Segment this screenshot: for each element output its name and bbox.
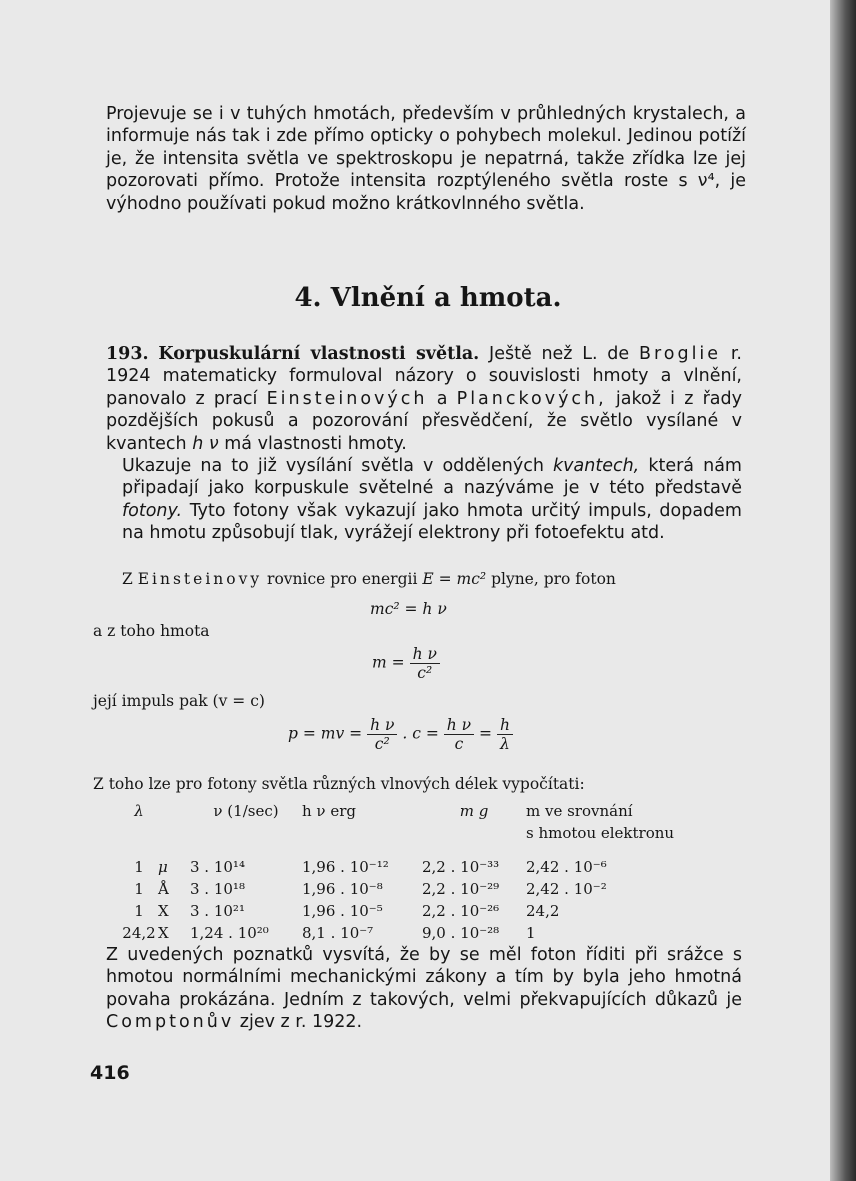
- cell-m-compare: 2,42 . 10⁻²: [526, 880, 607, 898]
- text: která nám připadají jako korpuskule světelné a nazýváme je v této představě: [122, 456, 742, 499]
- table-row: [120, 856, 674, 878]
- intro-paragraph: Projevuje se i v tuhých hmotách, především v průhledných krystalech, a informuje nás tak i zde přímo opticky o pohybech molekul. Jedinou potíží je, že intensita světla ve spektroskopu je nepatrná, takže zřídka lze jej pozorovati přímo. Protože intensita rozptýleného světla roste s ν⁴, je výhodno používati pokud možno krátkovlnného světla.: [106, 104, 746, 214]
- eq-part: =: [479, 724, 493, 743]
- header-m: m g: [459, 802, 489, 820]
- photon-table: [120, 800, 674, 944]
- section-number: 193.: [106, 344, 149, 364]
- text: plyne, pro foton: [491, 570, 616, 588]
- text: Ukazuje na to již vysílání světla v oddělených: [122, 456, 544, 477]
- conclusion-paragraph: [106, 944, 742, 1034]
- denominator: c²: [417, 664, 433, 682]
- text: Ještě než L. de: [489, 344, 630, 364]
- eq-part: . c =: [402, 724, 439, 743]
- text: a: [436, 388, 448, 409]
- equation-mc2-hv: mc² = h ν: [370, 600, 447, 618]
- table-row: [120, 900, 674, 922]
- page-edge-shadow: [830, 0, 856, 1181]
- section-paragraph-2: [106, 455, 742, 545]
- cell-lambda-unit: X: [158, 902, 169, 920]
- cell-m: 2,2 . 10⁻²⁹: [422, 880, 500, 898]
- formula-intro-line: Z Einsteinovy rovnice pro energii E = mc² plyne, pro foton: [122, 570, 616, 588]
- cell-nu: 1,24 . 10²⁰: [190, 924, 269, 942]
- header-hv: h ν erg: [302, 802, 356, 820]
- name-einstein: Einsteinovy: [137, 570, 263, 588]
- cell-hv: 1,96 . 10⁻¹²: [302, 858, 389, 876]
- cell-m-compare: 1: [526, 924, 536, 942]
- name-broglie: Broglie: [638, 344, 722, 364]
- section-paragraph-1: [106, 343, 742, 455]
- cell-lambda-unit: Å: [158, 880, 169, 898]
- name-planck: Planckových,: [456, 388, 607, 409]
- page-number: 416: [90, 1062, 130, 1084]
- text: r. 1924 matematicky formuloval názory o souvislosti hmoty a vlnění, panovalo z prací: [106, 344, 742, 409]
- denominator: c²: [374, 735, 390, 753]
- formula-text-impuls: [93, 692, 265, 710]
- header-electron: s hmotou elektronu: [526, 824, 675, 842]
- equation-momentum: [288, 716, 513, 753]
- cell-lambda-value: 24,2: [122, 924, 156, 942]
- text: zjev z r. 1922.: [239, 1012, 363, 1033]
- text: její impuls pak (v = c): [93, 692, 265, 710]
- text: má vlastnosti hmoty.: [224, 433, 407, 454]
- table-header-row-2: [120, 822, 674, 844]
- cell-m: 2,2 . 10⁻³³: [422, 858, 500, 876]
- denominator: λ: [500, 735, 510, 753]
- cell-m-compare: 2,42 . 10⁻⁶: [526, 858, 607, 876]
- equation-energy: E = mc²: [422, 570, 487, 588]
- section-heading: Korpuskulární vlastnosti světla.: [158, 344, 480, 364]
- eq-lhs: m =: [372, 653, 405, 672]
- cell-lambda-unit: μ: [158, 858, 168, 876]
- chapter-title: 4. Vlnění a hmota.: [294, 283, 562, 313]
- table-header-row: [120, 800, 674, 822]
- cell-hv: 8,1 . 10⁻⁷: [302, 924, 374, 942]
- cell-m: 9,0 . 10⁻²⁸: [422, 924, 500, 942]
- cell-m-compare: 24,2: [526, 902, 560, 920]
- section-193: [106, 343, 742, 545]
- cell-m: 2,2 . 10⁻²⁶: [422, 902, 500, 920]
- header-m-compare: m ve srovnání: [526, 802, 633, 820]
- fraction-hv-c2: [367, 716, 397, 753]
- text: Z uvedených poznatků vysvítá, že by se měl foton říditi při srážce s hmotou normálními mechanickými zákony a tím by byla jeho hmotná povaha prokázána. Jedním z takových, velmi překvapujících důkazů je: [106, 945, 742, 1010]
- cell-nu: 3 . 10²¹: [190, 902, 245, 920]
- name-compton: Comptonův: [106, 1012, 235, 1033]
- fraction-hv-c: [444, 716, 474, 753]
- text: rovnice pro energii: [267, 570, 418, 588]
- numerator: h ν: [444, 716, 474, 735]
- header-nu: ν (1/sec): [213, 802, 279, 820]
- term-fotony: fotony.: [122, 500, 183, 521]
- cell-lambda-unit: X: [158, 924, 169, 942]
- denominator: c: [454, 735, 464, 753]
- name-einstein: Einsteinových: [266, 388, 428, 409]
- formula-text-hmota: a z toho hmota: [93, 622, 210, 640]
- cell-lambda-value: 1: [134, 880, 144, 898]
- math-hv: h ν: [192, 433, 219, 454]
- cell-lambda-value: 1: [134, 902, 144, 920]
- cell-lambda-value: 1: [134, 858, 144, 876]
- header-lambda: λ: [134, 802, 144, 820]
- cell-hv: 1,96 . 10⁻⁸: [302, 880, 383, 898]
- table-row: [120, 878, 674, 900]
- cell-hv: 1,96 . 10⁻⁵: [302, 902, 383, 920]
- text: Tyto fotony však vykazují jako hmota určitý impuls, dopadem na hmotu způsobují tlak, vyrážejí elektrony při fotoefektu atd.: [122, 500, 742, 544]
- fraction-h-lambda: [497, 716, 513, 753]
- table-row: [120, 922, 674, 944]
- text: jakož i z řady pozdějších pokusů a pozorování přesvědčení, že světlo vysílané v kvantech: [106, 388, 742, 454]
- numerator: h ν: [410, 645, 440, 664]
- numerator: h: [497, 716, 513, 735]
- table-spacer: [120, 844, 674, 856]
- fraction-hv-c2: [410, 645, 440, 682]
- numerator: h ν: [367, 716, 397, 735]
- table-intro-line: Z toho lze pro fotony světla různých vlnových délek vypočítati:: [93, 775, 585, 793]
- equation-mass: [372, 645, 440, 682]
- cell-nu: 3 . 10¹⁴: [190, 858, 245, 876]
- eq-part: p = mv =: [288, 724, 363, 743]
- cell-nu: 3 . 10¹⁸: [190, 880, 245, 898]
- term-kvantech: kvantech,: [553, 456, 640, 477]
